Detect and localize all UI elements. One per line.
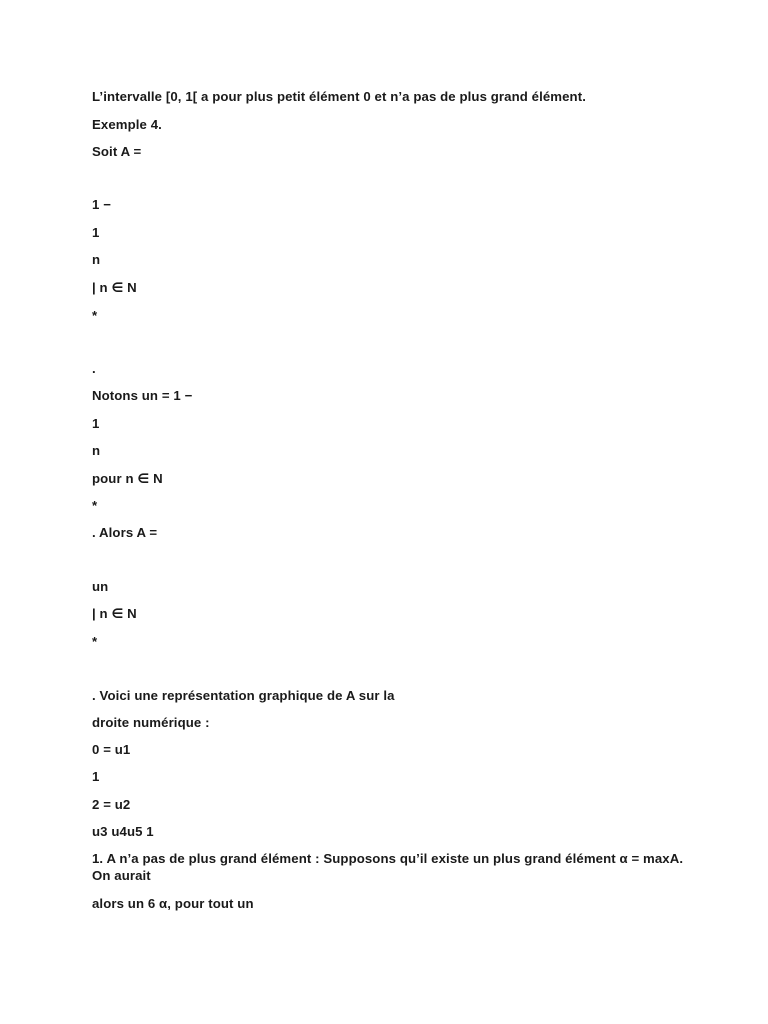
text-line-voici: . Voici une représentation graphique de A sur la: [92, 688, 395, 703]
text-line-set-condition: | n ∈ N: [92, 606, 137, 621]
text-line-interval: L’intervalle [0, 1[ a pour plus petit élément 0 et n’a pas de plus grand élément.: [92, 89, 586, 104]
text-line-notons: Notons un = 1 −: [92, 388, 193, 403]
text-line-star: *: [92, 308, 98, 323]
text-line-one: 1: [92, 769, 100, 784]
text-line-star: *: [92, 498, 98, 513]
text-line-u3-u5: u3 u4u5 1: [92, 824, 154, 839]
text-line-alors-un: alors un 6 α, pour tout un: [92, 896, 254, 911]
text-line-set-condition: | n ∈ N: [92, 280, 137, 295]
text-line-star: *: [92, 634, 98, 649]
text-line-period: .: [92, 361, 96, 376]
text-line-denominator: n: [92, 252, 101, 267]
text-line-numerator: 1: [92, 225, 100, 240]
text-line-u1: 0 = u1: [92, 742, 131, 757]
text-line-one-minus: 1 −: [92, 197, 111, 212]
text-line-denominator: n: [92, 443, 101, 458]
text-line-alors: . Alors A =: [92, 525, 158, 540]
text-line-numerator: 1: [92, 416, 100, 431]
text-line-example-heading: Exemple 4.: [92, 117, 162, 132]
text-line-u2: 2 = u2: [92, 797, 131, 812]
text-line-soit: Soit A =: [92, 144, 142, 159]
text-paragraph-proof: 1. A n’a pas de plus grand élément : Supposons qu’il existe un plus grand élément α = maxA. On aurait: [92, 851, 684, 883]
text-line-pour-n: pour n ∈ N: [92, 471, 163, 486]
text-line-droite: droite numérique :: [92, 715, 210, 730]
text-line-un: un: [92, 579, 109, 594]
